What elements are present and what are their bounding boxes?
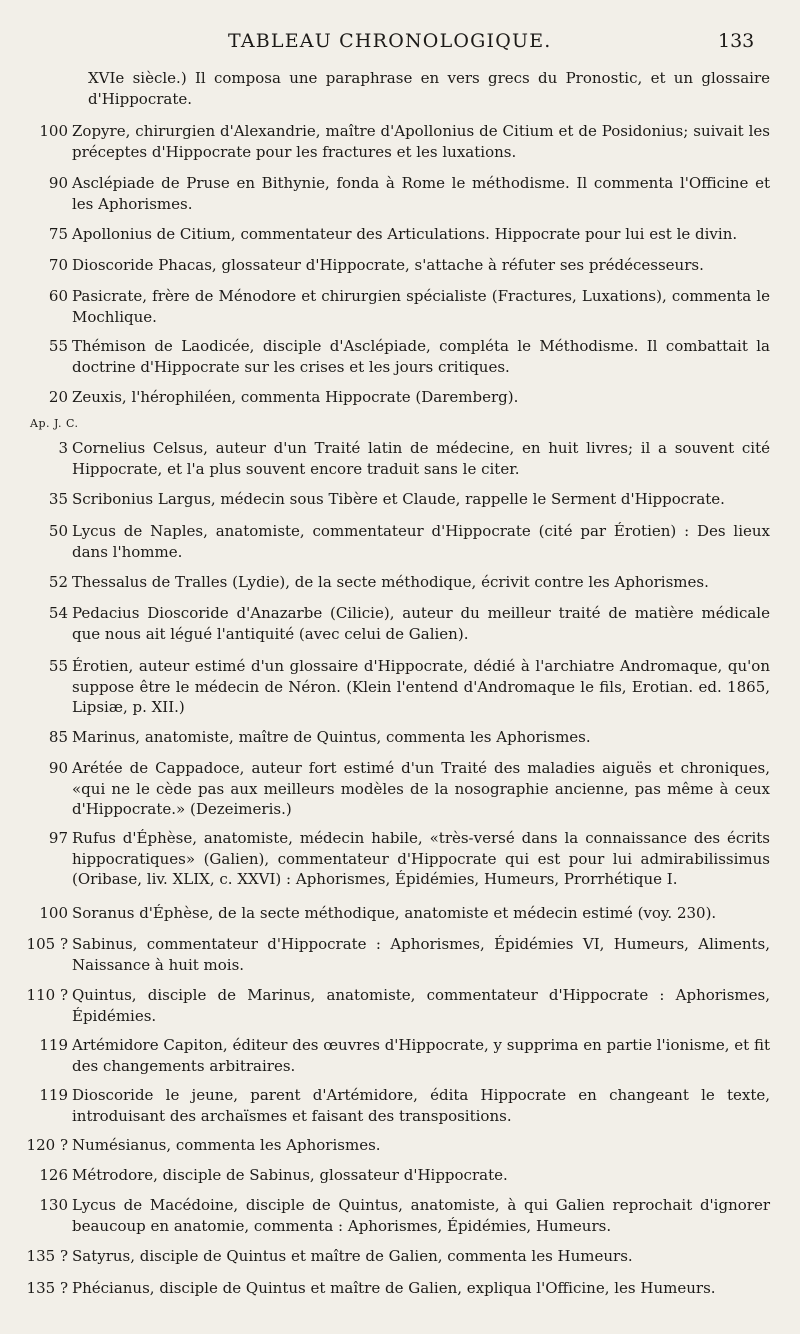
entry-date: 60 [48,287,68,305]
entry-text: Pasicrate, frère de Ménodore et chirurgien spécialiste (Fractures, Luxations), commenta le Mochlique. [72,287,770,326]
entry-text: XVIe siècle.) Il composa une paraphrase en vers grecs du Pronostic, et un glossaire d'Hippocrate. [88,69,770,108]
entry-text: Lycus de Macédoine, disciple de Quintus, anatomiste, à qui Galien reprochait d'ignorer beaucoup en anatomie, commenta : Aphorismes, Épidémies, Humeurs. [72,1196,770,1235]
entry-text: Quintus, disciple de Marinus, anatomiste, commentateur d'Hippocrate : Aphorismes, Épidémies. [72,986,770,1025]
entry-date: 35 [48,490,68,508]
entry-date: 110 ? [26,986,68,1004]
entry-date: 100 [39,904,68,922]
entry-date: 90 [48,174,68,192]
entry-text: Marinus, anatomiste, maître de Quintus, commenta les Aphorismes. [72,728,591,746]
entry-date: 105 ? [26,935,68,953]
entry-text: Sabinus, commentateur d'Hippocrate : Aphorismes, Épidémies VI, Humeurs, Aliments, Naissance à huit mois. [72,935,770,974]
entry-text: Dioscoride le jeune, parent d'Artémidore, édita Hippocrate en changeant le texte, introduisant des archaïsmes et faisant des transpositions. [72,1086,770,1125]
entry-date: 55 [48,657,68,675]
entry-date: 100 [39,122,68,140]
entry-date: 85 [48,728,68,746]
page-number: 133 [718,30,755,52]
entry-text: Cornelius Celsus, auteur d'un Traité latin de médecine, en huit livres; il a souvent cité Hippocrate, et l'a plus souvent encore traduit sans le citer. [72,439,770,478]
entry-text: Lycus de Naples, anatomiste, commentateur d'Hippocrate (cité par Érotien) : Des lieux dans l'homme. [72,522,770,561]
entry-date: 130 [39,1196,68,1214]
entry-date: 3 [58,439,68,457]
entry-date: 90 [48,759,68,777]
entry-date: 75 [48,225,68,243]
entry-text: Thessalus de Tralles (Lydie), de la secte méthodique, écrivit contre les Aphorismes. [72,573,709,591]
entry-date: 97 [48,829,68,847]
entry-date: 120 ? [26,1136,68,1154]
entry-text: Zopyre, chirurgien d'Alexandrie, maître d'Apollonius de Citium et de Posidonius; suivait les préceptes d'Hippocrate pour les fractures et les luxations. [72,122,770,161]
entry-date: 70 [48,256,68,274]
entry-text: Arétée de Cappadoce, auteur fort estimé d'un Traité des maladies aiguës et chroniques, «qui ne le cède pas aux meilleurs modèles de la nosographie ancienne, pas même à ceux d'Hippocrate.» (Dezeimeris.) [72,759,770,818]
entry-date: 135 ? [26,1279,68,1297]
entry-text: Thémison de Laodicée, disciple d'Asclépiade, compléta le Méthodisme. Il combattait la doctrine d'Hippocrate sur les crises et les jours critiques. [72,337,770,376]
entry-text: Zeuxis, l'hérophiléen, commenta Hippocrate (Daremberg). [72,388,519,406]
entry-date: 52 [48,573,68,591]
era-label: Ap. J. C. [30,417,79,430]
entry-date: 119 [39,1036,68,1054]
entry-date: 55 [48,337,68,355]
entry-date: 54 [48,604,68,622]
entry-text: Apollonius de Citium, commentateur des Articulations. Hippocrate pour lui est le divin. [72,225,738,243]
entry-text: Érotien, auteur estimé d'un glossaire d'Hippocrate, dédié à l'archiatre Andromaque, qu'on suppose être le médecin de Néron. (Klein l'entend d'Andromaque le fils, Erotian. ed. 1865, Lipsiæ, p. XII.) [72,657,770,716]
entry-text: Asclépiade de Pruse en Bithynie, fonda à Rome le méthodisme. Il commenta l'Officine et les Aphorismes. [72,174,770,213]
entry-date: 50 [48,522,68,540]
running-title: TABLEAU CHRONOLOGIQUE. [228,30,552,52]
entry-date: 119 [39,1086,68,1104]
entry-text: Artémidore Capiton, éditeur des œuvres d'Hippocrate, y supprima en partie l'ionisme, et fit des changements arbitraires. [72,1036,770,1075]
entry-date: 135 ? [26,1247,68,1265]
entry-text: Rufus d'Éphèse, anatomiste, médecin habile, «très-versé dans la connaissance des écrits hippocratiques» (Galien), commentateur d'Hippocrate qui est pour lui admirabilissimus (Oribase, liv. XLIX, c. XXVI) : Aphorismes, Épidémies, Humeurs, Prorrhétique I. [72,829,770,888]
entry-text: Pedacius Dioscoride d'Anazarbe (Cilicie), auteur du meilleur traité de matière médicale que nous ait légué l'antiquité (avec celui de Galien). [72,604,770,643]
entry-date: 20 [48,388,68,406]
entry-text: Scribonius Largus, médecin sous Tibère et Claude, rappelle le Serment d'Hippocrate. [72,490,725,508]
entry-text: Métrodore, disciple de Sabinus, glossateur d'Hippocrate. [72,1166,508,1184]
entry-text: Phécianus, disciple de Quintus et maître de Galien, expliqua l'Officine, les Humeurs. [72,1279,716,1297]
entry-text: Soranus d'Éphèse, de la secte méthodique, anatomiste et médecin estimé (voy. 230). [72,904,717,922]
entry-text: Numésianus, commenta les Aphorismes. [72,1136,381,1154]
entry-text: Dioscoride Phacas, glossateur d'Hippocrate, s'attache à réfuter ses prédécesseurs. [72,256,704,274]
entry-text: Satyrus, disciple de Quintus et maître de Galien, commenta les Humeurs. [72,1247,633,1265]
entry-date: 126 [39,1166,68,1184]
